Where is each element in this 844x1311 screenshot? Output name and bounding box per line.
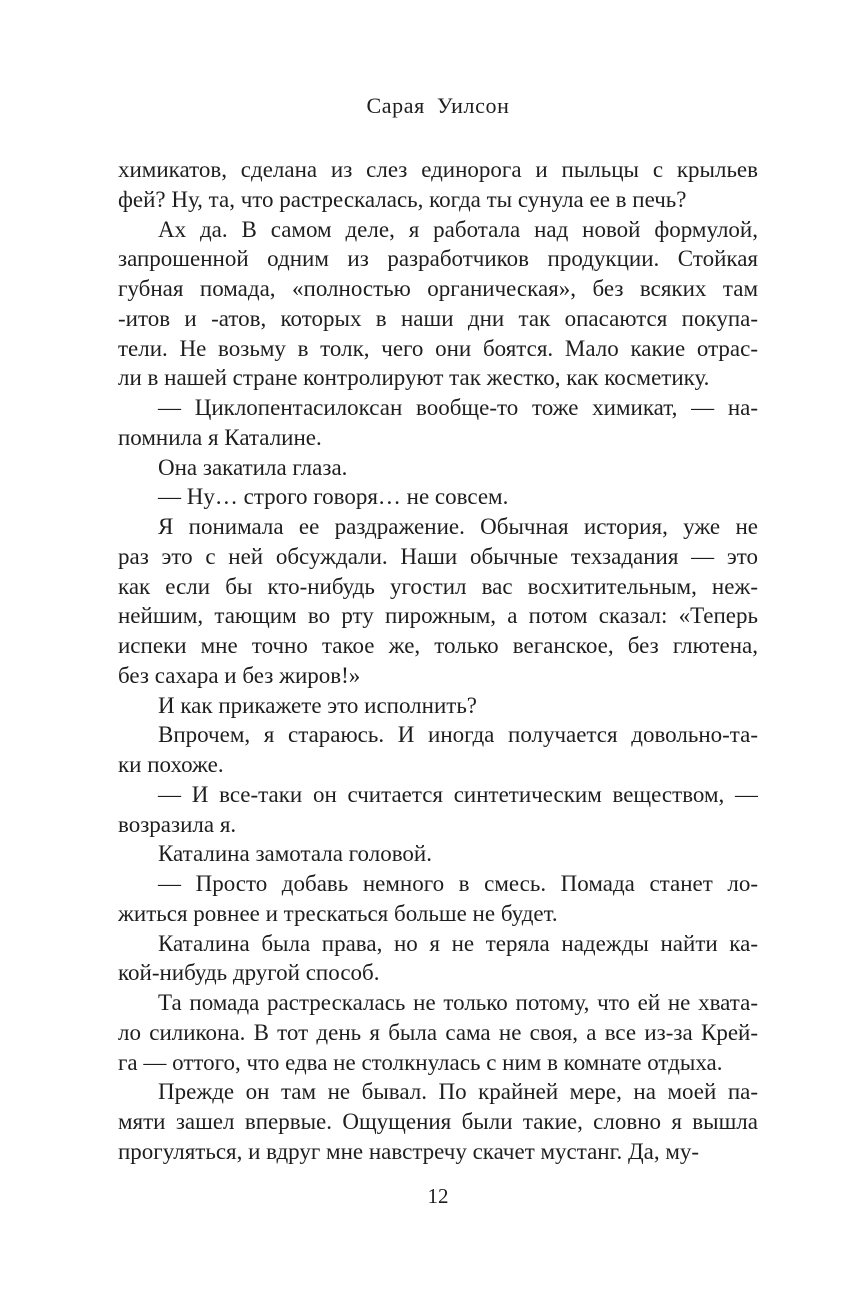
text-line: помнила я Каталине. — [118, 424, 322, 450]
text-line: кой-нибудь другой способ. — [118, 960, 380, 986]
paragraph — [118, 839, 758, 869]
paragraph — [118, 988, 758, 1077]
text-line: прогуляться, и вдруг мне навстречу скачет мустанг. Да, му- — [118, 1138, 700, 1164]
text-line: Ах да. В самом деле, я работала над новой формулой, — [158, 216, 758, 242]
text-line: без сахара и без жиров!» — [118, 662, 361, 688]
page-number: 12 — [427, 1184, 449, 1208]
paragraph — [118, 720, 758, 780]
text-line: — Циклопентасилоксан вообще-то тоже химикат, — на- — [158, 395, 758, 420]
paragraph — [118, 869, 758, 929]
paragraph — [118, 512, 758, 691]
text-line: тели. Не возьму в толк, чего они боятся. Мало какие отрас- — [118, 335, 758, 361]
text-line: — И все-таки он считается синтетическим веществом, — — [158, 781, 758, 807]
text-line: Она закатила глаза. — [158, 454, 348, 480]
text-line: испеки мне точно такое же, только веганское, без глютена, — [118, 633, 758, 658]
paragraph — [118, 1077, 758, 1166]
paragraph — [118, 155, 758, 215]
text-line: Впрочем, я стараюсь. И иногда получается довольно-та- — [158, 722, 758, 748]
text-line: раз это с ней обсуждали. Наши обычные техзадания — это — [118, 543, 758, 569]
paragraph — [118, 453, 758, 483]
text-line: химикатов, сделана из слез единорога и пыльцы с крыльев — [118, 157, 758, 182]
text-line: Я понимала ее раздражение. Обычная история, уже не — [158, 514, 758, 539]
text-line: запрошенной одним из разработчиков продукции. Стойкая — [118, 246, 758, 272]
text-block — [118, 155, 758, 1167]
text-line: ки похоже. — [118, 752, 224, 777]
running-header-author: Сарая Уилсон — [366, 93, 510, 118]
text-line: губная помада, «полностью органическая», без всяких там — [118, 276, 758, 301]
text-line: Та помада растрескалась не только потому, что ей не хвата- — [158, 990, 758, 1015]
text-line: нейшим, тающим во рту пирожным, а потом сказал: «Теперь — [118, 603, 758, 629]
text-line: Каталина замотала головой. — [158, 841, 432, 867]
text-line: житься ровнее и трескаться больше не будет. — [118, 900, 558, 926]
text-line: га — оттого, что едва не столкнулась с ним в комнате отдыха. — [118, 1049, 723, 1075]
text-line: ло силикона. В тот день я была сама не своя, а все из-за Крей- — [118, 1019, 758, 1045]
text-line: фей? Ну, та, что растрескалась, когда ты сунула ее в печь? — [118, 186, 687, 212]
text-line: Каталина была права, но я не теряла надежды найти ка- — [158, 930, 758, 956]
paragraph — [118, 691, 758, 721]
text-line: — Просто добавь немного в смесь. Помада станет ло- — [158, 871, 758, 896]
paragraph — [118, 780, 758, 840]
paragraph — [118, 482, 758, 512]
text-line: — Ну… строго говоря… не совсем. — [158, 484, 509, 510]
text-line: мяти зашел впервые. Ощущения были такие, словно я вышла — [118, 1109, 758, 1134]
text-line: как если бы кто-нибудь угостил вас восхитительным, неж- — [118, 573, 758, 599]
paragraph — [118, 929, 758, 989]
text-line: ли в нашей стране контролируют так жестко, как косметику. — [118, 365, 710, 391]
paragraph — [118, 215, 758, 394]
text-line: возразила я. — [118, 811, 237, 837]
text-line: -итов и -атов, которых в наши дни так опасаются покупа- — [118, 305, 758, 331]
text-line: Прежде он там не бывал. По крайней мере, на моей па- — [158, 1079, 758, 1105]
text-line: И как прикажете это исполнить? — [158, 692, 478, 718]
paragraph — [118, 393, 758, 453]
